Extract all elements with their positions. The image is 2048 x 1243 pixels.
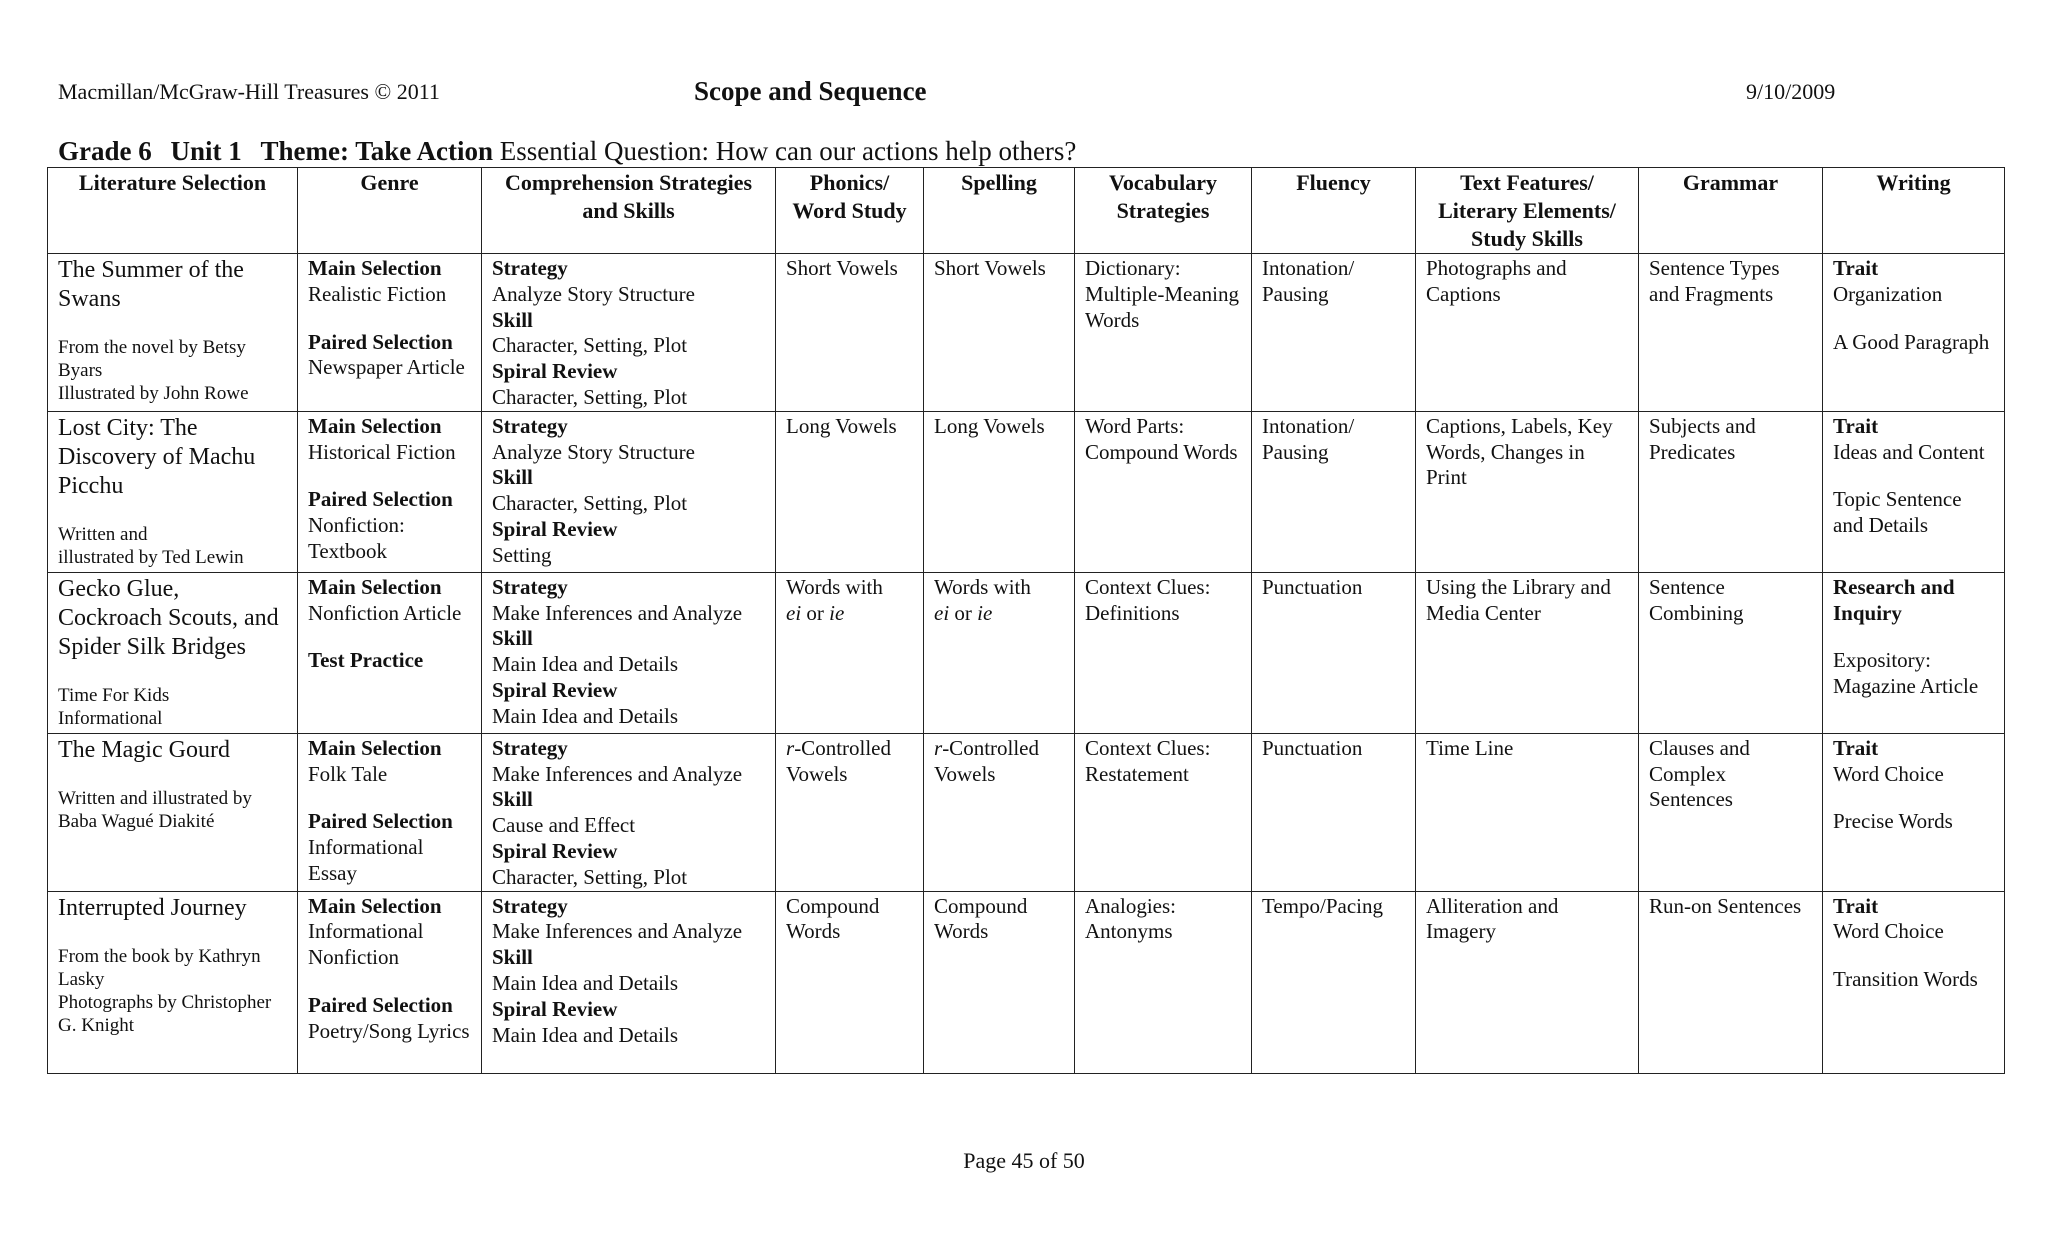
main-selection-label: Main Selection <box>308 256 442 280</box>
grammar-cell: Sentence Combining <box>1639 572 1823 733</box>
skill-label: Skill <box>492 465 533 490</box>
paired-selection-label: Paired Selection <box>308 329 453 354</box>
strategy-label: Strategy <box>492 574 568 599</box>
table-row <box>48 254 2005 412</box>
writing-trait: Ideas and Content <box>1833 439 1985 464</box>
column-header: Vocabulary Strategies <box>1075 168 1252 254</box>
grammar-cell: Sentence Types and Fragments <box>1639 254 1823 412</box>
spelling-text: -Controlled Vowels <box>934 735 1040 786</box>
spelling-cell <box>924 572 1075 733</box>
essential-question: Essential Question: How can our actions help others? <box>499 136 1077 166</box>
vocabulary-cell: Context Clues: Definitions <box>1075 572 1252 733</box>
test-practice-label: Test Practice <box>308 648 424 673</box>
phonics-cell <box>776 572 924 733</box>
literature-cell <box>48 411 298 572</box>
writing-focus: A Good Paragraph <box>1833 329 1990 354</box>
vocabulary-cell: Word Parts: Compound Words <box>1075 411 1252 572</box>
document-date: 9/10/2009 <box>1746 79 1836 104</box>
comprehension-cell <box>482 411 776 572</box>
page-title: Scope and Sequence <box>694 76 927 106</box>
literature-cell <box>48 733 298 891</box>
spiral-review-value: Character, Setting, Plot <box>492 864 688 889</box>
selection-credit: From the book by Kathryn Lasky <box>58 945 261 990</box>
skill-value: Main Idea and Details <box>492 970 679 995</box>
spiral-review-label: Spiral Review <box>492 516 618 541</box>
phonics-cell: Long Vowels <box>776 411 924 572</box>
writing-trait: Organization <box>1833 281 1943 306</box>
fluency-cell: Punctuation <box>1252 572 1416 733</box>
strategy-label: Strategy <box>492 413 568 438</box>
writing-focus: Precise Words <box>1833 809 1953 834</box>
spiral-review-label: Spiral Review <box>492 359 618 384</box>
selection-credit: Informational <box>58 707 163 729</box>
table-row <box>48 411 2005 572</box>
genre-value: Historical Fiction <box>308 439 456 464</box>
main-selection-label: Main Selection <box>308 893 442 918</box>
genre-value: Folk Tale <box>308 761 388 786</box>
writing-cell <box>1823 572 2005 733</box>
writing-focus: Expository: Magazine Article <box>1833 648 1979 699</box>
text-features-cell: Alliteration and Imagery <box>1416 891 1639 1073</box>
writing-cell <box>1823 411 2005 572</box>
writing-cell <box>1823 733 2005 891</box>
genre-cell <box>298 891 482 1073</box>
text-features-cell: Captions, Labels, Key Words, Changes in Print <box>1416 411 1639 572</box>
skill-value: Main Idea and Details <box>492 652 679 677</box>
writing-label: Trait <box>1833 413 1879 438</box>
main-selection-label: Main Selection <box>308 413 442 438</box>
strategy-value: Analyze Story Structure <box>492 439 695 464</box>
genre-value: Newspaper Article <box>308 355 465 380</box>
spiral-review-label: Spiral Review <box>492 677 618 702</box>
skill-label: Skill <box>492 787 533 812</box>
selection-credit: Baba Wagué Diakité <box>58 810 215 832</box>
genre-cell <box>298 411 482 572</box>
text-features-cell: Photographs and Captions <box>1416 254 1639 412</box>
grammar-cell: Run-on Sentences <box>1639 891 1823 1073</box>
writing-trait: Word Choice <box>1833 919 1944 944</box>
comprehension-cell <box>482 733 776 891</box>
table-row <box>48 891 2005 1073</box>
phonics-cell: Short Vowels <box>776 254 924 412</box>
column-header: Comprehension Strategies and Skills <box>482 168 776 254</box>
column-header: Fluency <box>1252 168 1416 254</box>
vocabulary-cell: Context Clues: Restatement <box>1075 733 1252 891</box>
page-number: Page 45 of 50 <box>963 1148 1085 1173</box>
phonics-pattern: ie <box>829 600 845 625</box>
selection-title: The Summer of the Swans <box>58 257 244 312</box>
writing-cell <box>1823 254 2005 412</box>
phonics-text: -Controlled Vowels <box>786 735 892 786</box>
comprehension-cell <box>482 572 776 733</box>
strategy-value: Analyze Story Structure <box>492 281 695 306</box>
spiral-review-value: Setting <box>492 542 552 567</box>
comprehension-cell <box>482 891 776 1073</box>
writing-cell <box>1823 891 2005 1073</box>
spelling-cell: Short Vowels <box>924 254 1075 412</box>
spelling-conjunction: or <box>954 600 972 625</box>
skill-value: Character, Setting, Plot <box>492 333 688 358</box>
unit-heading <box>58 136 1076 167</box>
writing-focus: Transition Words <box>1833 967 1978 992</box>
spelling-pattern: r <box>934 735 943 760</box>
selection-title: The Magic Gourd <box>58 736 230 763</box>
table-row <box>48 572 2005 733</box>
selection-credit: Written and <box>58 523 148 545</box>
grade-label: Grade 6 <box>58 136 152 166</box>
strategy-label: Strategy <box>492 893 568 918</box>
text-features-cell: Using the Library and Media Center <box>1416 572 1639 733</box>
writing-label: Research and Inquiry <box>1833 574 1955 625</box>
selection-credit: Illustrated by John Rowe <box>58 383 249 404</box>
selection-title: Interrupted Journey <box>58 894 247 921</box>
writing-focus: Topic Sentence and Details <box>1833 487 1962 538</box>
writing-trait: Word Choice <box>1833 761 1944 786</box>
fluency-cell: Tempo/Pacing <box>1252 891 1416 1073</box>
strategy-value: Make Inferences and Analyze <box>492 761 743 786</box>
strategy-label: Strategy <box>492 256 568 280</box>
comprehension-cell <box>482 254 776 412</box>
main-selection-label: Main Selection <box>308 735 442 760</box>
selection-title: Lost City: The Discovery of Machu Picchu <box>58 414 256 499</box>
main-selection-label: Main Selection <box>308 574 442 599</box>
column-header: Text Features/ Literary Elements/ Study Skills <box>1416 168 1639 254</box>
column-header: Genre <box>298 168 482 254</box>
spelling-text: Words with <box>934 574 1031 599</box>
grammar-cell: Subjects and Predicates <box>1639 411 1823 572</box>
genre-value: Realistic Fiction <box>308 281 447 306</box>
phonics-cell: Compound Words <box>776 891 924 1073</box>
genre-value: Poetry/Song Lyrics <box>308 1018 470 1043</box>
genre-cell <box>298 572 482 733</box>
skill-value: Cause and Effect <box>492 813 636 838</box>
paired-selection-label: Paired Selection <box>308 809 453 834</box>
phonics-pattern: r <box>786 735 795 760</box>
literature-cell <box>48 572 298 733</box>
literature-cell <box>48 254 298 412</box>
writing-label: Trait <box>1833 893 1879 918</box>
spelling-pattern: ie <box>977 600 993 625</box>
skill-label: Skill <box>492 626 533 651</box>
phonics-pattern: ei <box>786 600 802 625</box>
column-header: Literature Selection <box>48 168 298 254</box>
spelling-cell: Long Vowels <box>924 411 1075 572</box>
grammar-cell: Clauses and Complex Sentences <box>1639 733 1823 891</box>
fluency-cell: Intonation/ Pausing <box>1252 411 1416 572</box>
spiral-review-label: Spiral Review <box>492 996 618 1021</box>
paired-selection-label: Paired Selection <box>308 992 453 1017</box>
table-row <box>48 733 2005 891</box>
genre-value: Informational Nonfiction <box>308 919 424 970</box>
spiral-review-value: Main Idea and Details <box>492 703 679 728</box>
selection-credit: Time For Kids <box>58 684 170 706</box>
selection-title: Gecko Glue, Cockroach Scouts, and Spider Silk Bridges <box>58 575 279 660</box>
strategy-value: Make Inferences and Analyze <box>492 600 743 625</box>
theme-label: Theme: Take Action <box>260 136 494 166</box>
spelling-pattern: ei <box>934 600 950 625</box>
fluency-cell: Intonation/ Pausing <box>1252 254 1416 412</box>
spiral-review-value: Character, Setting, Plot <box>492 384 688 409</box>
scope-sequence-table <box>47 167 2005 1074</box>
genre-value: Nonfiction Article <box>308 600 462 625</box>
column-header: Spelling <box>924 168 1075 254</box>
phonics-cell <box>776 733 924 891</box>
spiral-review-label: Spiral Review <box>492 838 618 863</box>
vocabulary-cell: Analogies: Antonyms <box>1075 891 1252 1073</box>
skill-label: Skill <box>492 945 533 970</box>
selection-credit: illustrated by Ted Lewin <box>58 546 244 568</box>
column-header: Phonics/ Word Study <box>776 168 924 254</box>
writing-label: Trait <box>1833 256 1879 280</box>
selection-credit: From the novel by Betsy Byars <box>58 337 246 381</box>
fluency-cell: Punctuation <box>1252 733 1416 891</box>
paired-selection-label: Paired Selection <box>308 487 453 512</box>
unit-label: Unit 1 <box>170 136 242 166</box>
publisher-label: Macmillan/McGraw-Hill Treasures © 2011 <box>58 79 440 104</box>
text-features-cell: Time Line <box>1416 733 1639 891</box>
genre-value: Informational Essay <box>308 835 424 885</box>
vocabulary-cell: Dictionary: Multiple-Meaning Words <box>1075 254 1252 412</box>
genre-cell <box>298 733 482 891</box>
selection-credit: Written and illustrated by <box>58 787 252 809</box>
skill-value: Character, Setting, Plot <box>492 491 688 516</box>
phonics-text: Words with <box>786 574 883 599</box>
skill-label: Skill <box>492 307 533 332</box>
phonics-conjunction: or <box>806 600 824 625</box>
spiral-review-value: Main Idea and Details <box>492 1022 679 1047</box>
table-header-row <box>48 168 2005 254</box>
spelling-cell <box>924 733 1075 891</box>
genre-cell <box>298 254 482 412</box>
column-header: Writing <box>1823 168 2005 254</box>
strategy-value: Make Inferences and Analyze <box>492 919 743 944</box>
strategy-label: Strategy <box>492 735 568 760</box>
genre-value: Nonfiction: Textbook <box>308 513 405 563</box>
selection-credit: Photographs by Christopher G. Knight <box>58 991 272 1036</box>
column-header: Grammar <box>1639 168 1823 254</box>
writing-label: Trait <box>1833 735 1879 760</box>
spelling-cell: Compound Words <box>924 891 1075 1073</box>
literature-cell <box>48 891 298 1073</box>
